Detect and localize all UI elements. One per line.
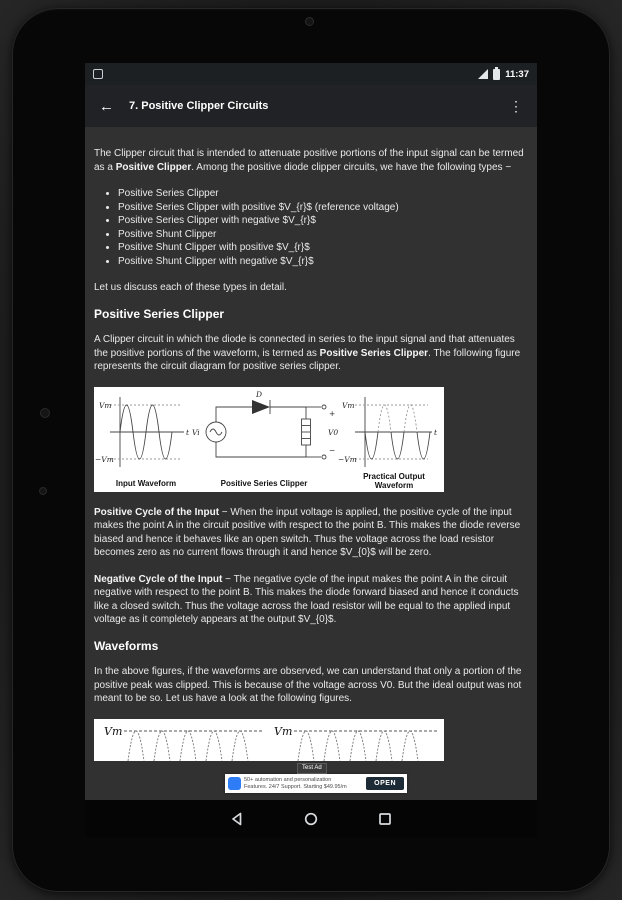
fig1-minus-label: −	[329, 445, 336, 455]
series-clipper-paragraph: A Clipper circuit in which the diode is connected in series to the input signal and that attenuates the positive portions of the waveform, is termed as Positive Series Clipper. The following figure represents the circuit diagram for positive series clipper.	[94, 334, 521, 372]
list-item: • Positive Series Clipper with negative $V_{r}$	[118, 214, 528, 228]
android-nav-bar	[85, 800, 537, 837]
ad-open-button[interactable]: OPEN	[366, 777, 404, 790]
ad-text-line2: Features. 24/7 Support. Starting $49.95/m	[244, 783, 347, 790]
clipper-types-list	[94, 187, 528, 268]
nav-home-icon[interactable]	[303, 811, 319, 827]
fig1-d-label: D	[256, 389, 263, 399]
battery-icon	[493, 69, 500, 80]
tablet-device-frame	[12, 8, 610, 892]
nav-recents-icon[interactable]	[377, 811, 393, 827]
test-ad-badge: Test Ad	[297, 763, 327, 774]
fig1-vm-right-label: Vm	[342, 400, 355, 410]
article-content[interactable]	[85, 127, 537, 800]
fig1-caption-middle: Positive Series Clipper	[220, 478, 308, 488]
fig1-vo-label: V0	[328, 427, 339, 437]
advertiser-logo-icon	[228, 777, 241, 790]
fig1-caption-right-line2: Waveform	[374, 480, 414, 490]
cell-signal-icon	[478, 69, 488, 79]
fig1-t-left-label: t	[186, 427, 190, 437]
fig2-vm-left-label: Vm	[104, 724, 123, 738]
status-time: 11:37	[505, 68, 529, 80]
fig1-negvm-left-label: −Vm	[95, 454, 114, 464]
status-bar	[85, 63, 537, 85]
fig1-t-right-label: t	[434, 427, 438, 437]
nav-back-icon[interactable]	[229, 811, 245, 827]
list-item: • Positive Series Clipper with positive $V_{r}$ (reference voltage)	[118, 201, 528, 215]
notification-icon	[93, 69, 103, 79]
figure-clipped-waveforms	[94, 719, 444, 761]
discuss-line: Let us discuss each of these types in detail.	[94, 282, 287, 293]
tablet-screen	[85, 63, 537, 837]
ad-text-line1: 50+ automation and personalization	[244, 776, 332, 783]
page-title: 7. Positive Clipper Circuits	[129, 100, 269, 112]
fig1-caption-left: Input Waveform	[115, 478, 177, 488]
fig1-vm-left-label: Vm	[99, 400, 112, 410]
front-camera-icon	[305, 17, 314, 26]
fig1-plus-label: +	[329, 408, 336, 418]
light-sensor-icon	[39, 487, 47, 495]
ad-text	[244, 777, 363, 791]
diode-icon	[252, 400, 270, 414]
list-item: • Positive Shunt Clipper	[118, 228, 528, 242]
overflow-menu-icon[interactable]: ⋮	[509, 98, 523, 114]
fig1-negvm-right-label: −Vm	[338, 454, 357, 464]
app-toolbar	[85, 85, 537, 127]
intro-paragraph: The Clipper circuit that is intended to attenuate positive portions of the input signal can be termed as a Positive Clipper. Among the positive diode clipper circuits, we have the following types −	[94, 148, 524, 173]
list-item: • Positive Shunt Clipper with positive $V_{r}$	[118, 241, 528, 255]
waveforms-image	[94, 719, 444, 761]
fig2-vm-right-label: Vm	[274, 724, 293, 738]
fig1-caption-right-line1: Practical Output	[363, 471, 425, 481]
negative-cycle-paragraph: Negative Cycle of the Input − The negative cycle of the input makes the point A in the circuit negative with respect to the point B. This makes the diode forward biased and hence it conducts like a closed switch. Thus the voltage across the load resistor will be equal to the applied input voltage as it completely appears at the output $V_{0}$.	[94, 573, 519, 625]
section-heading-waveforms: Waveforms	[94, 638, 159, 653]
positive-cycle-paragraph: Positive Cycle of the Input − When the input voltage is applied, the positive cycle of the input makes the point A in the circuit positive with respect to the point B. This makes the diode reverse biased and hence it behaves like an open switch. Thus the voltage across the load resistor becomes zero as no current flows through it and hence $V_{0}$ will be zero.	[94, 506, 521, 558]
figure-positive-series-clipper	[94, 387, 444, 492]
list-item: • Positive Series Clipper	[118, 187, 528, 201]
waveforms-paragraph: In the above figures, if the waveforms are observed, we can understand that only a portion of the positive peak was clipped. This is because of the voltage across V0. But the ideal output was not meant to be so. Let us have a look at the following figures.	[94, 666, 522, 704]
ad-banner[interactable]	[225, 756, 407, 793]
ad-strip[interactable]	[225, 774, 407, 793]
list-item: • Positive Shunt Clipper with negative $V_{r}$	[118, 255, 528, 269]
side-camera-icon	[40, 408, 50, 418]
section-heading-positive-series-clipper: Positive Series Clipper	[94, 306, 225, 321]
circuit-diagram-image	[94, 387, 444, 492]
status-icons	[478, 69, 529, 80]
back-arrow-icon[interactable]: ←	[99, 97, 114, 115]
fig1-vi-label: Vi	[192, 427, 200, 437]
